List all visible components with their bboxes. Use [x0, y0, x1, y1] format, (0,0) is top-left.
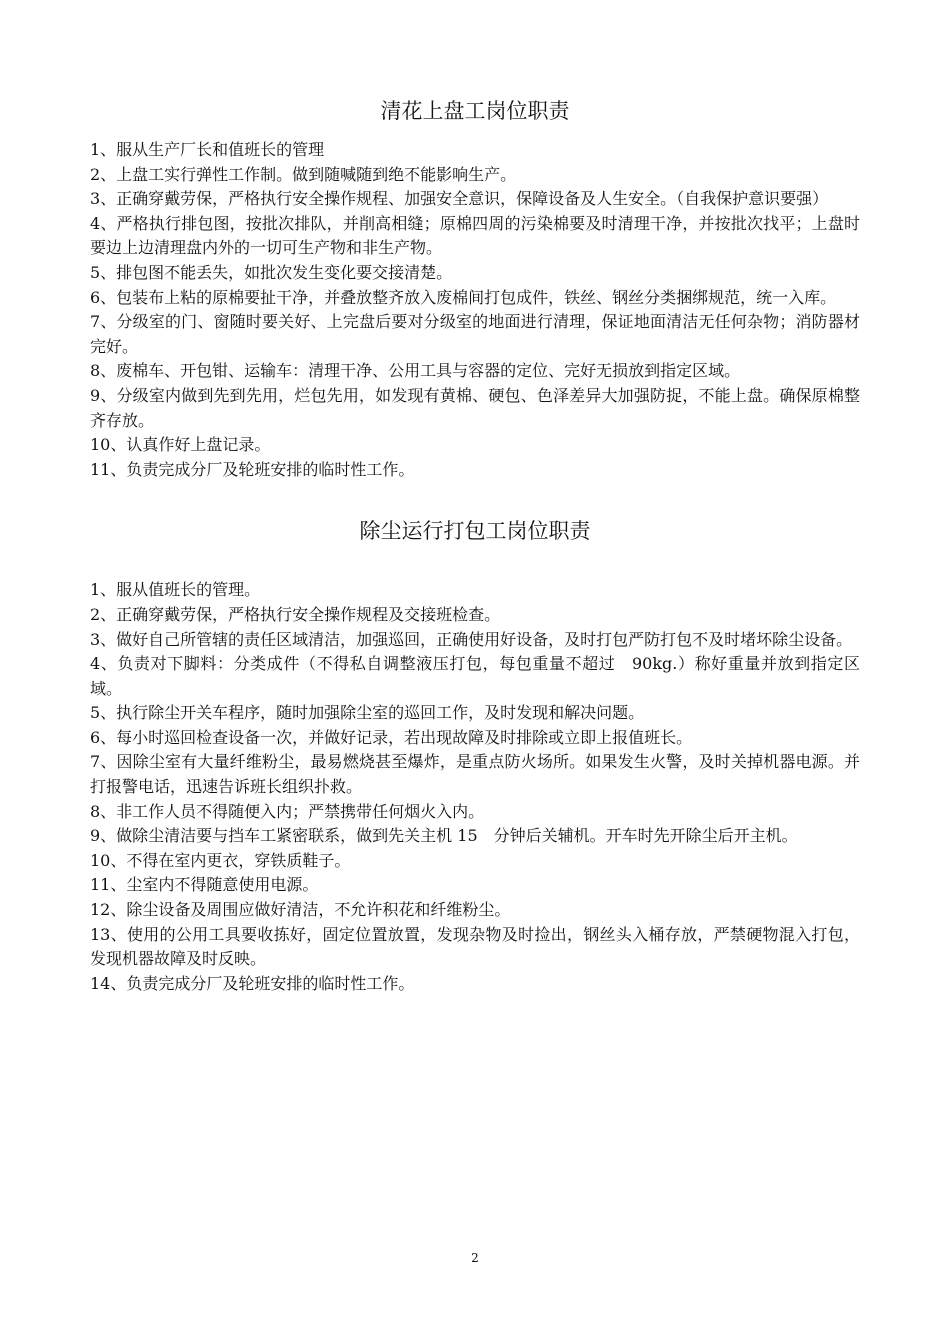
- list-item: 7、分级室的门、窗随时要关好、上完盘后要对分级室的地面进行清理，保证地面清洁无任何杂物；消防器材完好。: [90, 312, 860, 356]
- list-item: 8、废棉车、开包钳、运输车：清理干净、公用工具与容器的定位、完好无损放到指定区域。: [90, 361, 741, 381]
- list-item: 5、执行除尘开关车程序，随时加强除尘室的巡回工作，及时发现和解决问题。: [90, 703, 645, 723]
- list-item: 14、负责完成分厂及轮班安排的临时性工作。: [90, 973, 415, 993]
- list-item: 4、负责对下脚料：分类成件（不得私自调整液压打包，每包重量不超过 90kg.）称好重量并放到指定区域。: [90, 654, 860, 698]
- section-title: 除尘运行打包工岗位职责: [359, 519, 591, 544]
- list-item: 1、服从生产厂长和值班长的管理: [90, 140, 325, 159]
- list-item: 9、做除尘清洁要与挡车工紧密联系，做到先关主机 15 分钟后关辅机。开车时先开除尘后开主机。: [90, 826, 798, 846]
- list-item: 11、负责完成分厂及轮班安排的临时性工作。: [90, 459, 415, 479]
- duty-list: [90, 138, 860, 482]
- duty-list: [90, 578, 860, 996]
- page-number: 2: [471, 1251, 479, 1265]
- list-item: 13、使用的公用工具要收拣好，固定位置放置，发现杂物及时捡出，钢丝头入桶存放，严禁硬物混入打包，发现机器故障及时反映。: [90, 924, 860, 969]
- list-item: 8、非工作人员不得随便入内；严禁携带任何烟火入内。: [90, 801, 485, 821]
- list-item: 11、尘室内不得随意使用电源。: [90, 875, 319, 895]
- list-item: 2、上盘工实行弹性工作制。做到随喊随到绝不能影响生产。: [90, 164, 517, 184]
- list-item: 10、不得在室内更衣，穿铁质鞋子。: [90, 850, 351, 870]
- list-item: 4、严格执行排包图，按批次排队，并削高相缝；原棉四周的污染棉要及时清理干净，并按批次找平；上盘时要边上边清理盘内外的一切可生产物和非生产物。: [90, 213, 860, 258]
- list-item: 9、分级室内做到先到先用，烂包先用，如发现有黄棉、硬包、色泽差异大加强防捉，不能上盘。确保原棉整齐存放。: [90, 385, 860, 430]
- list-item: 3、正确穿戴劳保，严格执行安全操作规程、加强安全意识，保障设备及人生安全。（自我保护意识要强）: [90, 189, 829, 209]
- list-item: 2、正确穿戴劳保，严格执行安全操作规程及交接班检查。: [90, 604, 501, 624]
- list-item: 12、除尘设备及周围应做好清洁，不允许积花和纤维粉尘。: [90, 900, 511, 920]
- list-item: 7、因除尘室有大量纤维粉尘，最易燃烧甚至爆炸，是重点防火场所。如果发生火警，及时关掉机器电源。并打报警电话，迅速告诉班长组织扑救。: [90, 752, 860, 797]
- list-item: 5、排包图不能丢失，如批次发生变化要交接清楚。: [90, 262, 453, 282]
- list-item: 10、认真作好上盘记录。: [90, 435, 271, 455]
- document-page: [90, 96, 860, 996]
- list-item: 6、包装布上粘的原棉要扯干净，并叠放整齐放入废棉间打包成件，铁丝、钢丝分类捆绑规范，统一入库。: [90, 287, 837, 307]
- list-item: 1、服从值班长的管理。: [90, 580, 261, 600]
- list-item: 3、做好自己所管辖的责任区域清洁，加强巡回，正确使用好设备，及时打包严防打包不及时堵坏除尘设备。: [90, 629, 853, 649]
- section-title: 清花上盘工岗位职责: [380, 99, 570, 123]
- list-item: 6、每小时巡回检查设备一次，并做好记录，若出现故障及时排除或立即上报值班长。: [90, 727, 693, 747]
